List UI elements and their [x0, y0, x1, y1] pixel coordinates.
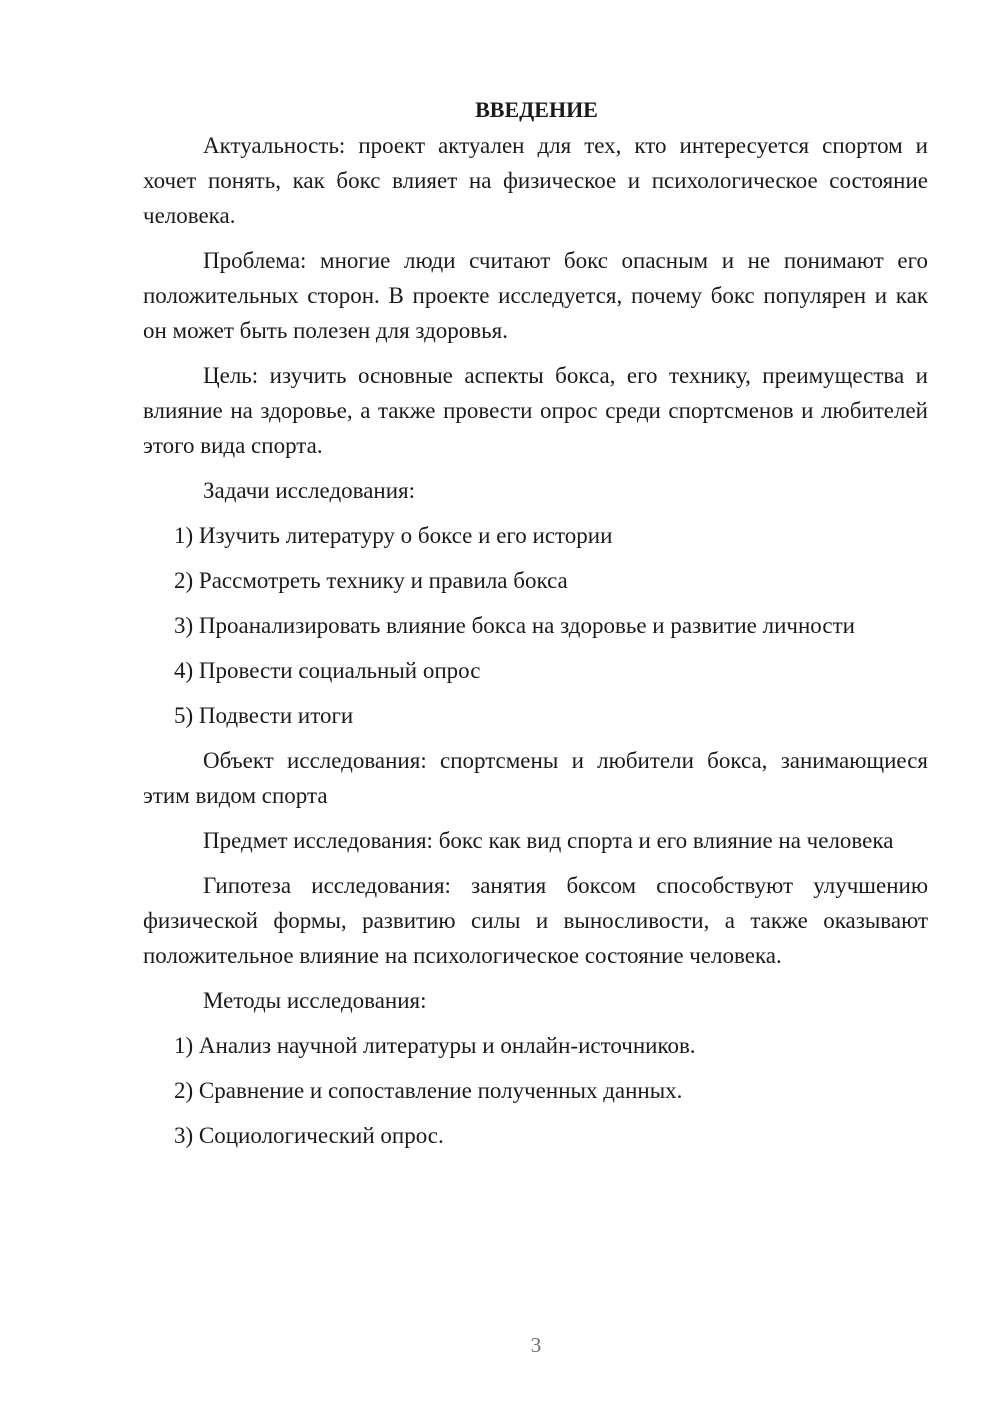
- task-item: 2) Рассмотреть технику и правила бокса: [174, 568, 568, 593]
- task-item: 1) Изучить литературу о боксе и его истории: [174, 523, 613, 548]
- methods-label: Методы исследования:: [203, 988, 427, 1013]
- problem-paragraph: Проблема: многие люди считают бокс опасным и не понимают его положительных сторон. В проекте исследуется, почему бокс популярен и как он может быть полезен для здоровья.: [143, 248, 928, 343]
- hypothesis-paragraph: Гипотеза исследования: занятия боксом способствуют улучшению физической формы, развитию силы и выносливости, а также оказывают положительное влияние на психологическое состояние человека.: [143, 873, 928, 968]
- task-item: 4) Провести социальный опрос: [174, 658, 481, 683]
- method-item: 2) Сравнение и сопоставление полученных данных.: [174, 1078, 683, 1103]
- object-paragraph: Объект исследования: спортсмены и любители бокса, занимающиеся этим видом спорта: [143, 748, 928, 808]
- page-number: 3: [530, 1333, 542, 1357]
- method-item: 1) Анализ научной литературы и онлайн-источников.: [174, 1033, 696, 1058]
- tasks-label: Задачи исследования:: [203, 478, 416, 503]
- relevance-paragraph: Актуальность: проект актуален для тех, кто интересуется спортом и хочет понять, как бокс влияет на физическое и психологическое состояние человека.: [143, 133, 928, 228]
- task-item: 5) Подвести итоги: [174, 703, 354, 728]
- task-item: 3) Проанализировать влияние бокса на здоровье и развитие личности: [174, 613, 855, 638]
- goal-paragraph: Цель: изучить основные аспекты бокса, его технику, преимущества и влияние на здоровье, а также провести опрос среди спортсменов и любителей этого вида спорта.: [143, 363, 928, 458]
- document-body: [143, 92, 928, 1163]
- method-item: 3) Социологический опрос.: [174, 1123, 444, 1148]
- methods-list: [143, 1028, 928, 1153]
- page-title: ВВЕДЕНИЕ: [475, 97, 598, 122]
- tasks-list: [143, 518, 928, 733]
- subject-paragraph: Предмет исследования: бокс как вид спорта и его влияние на человека: [203, 828, 894, 853]
